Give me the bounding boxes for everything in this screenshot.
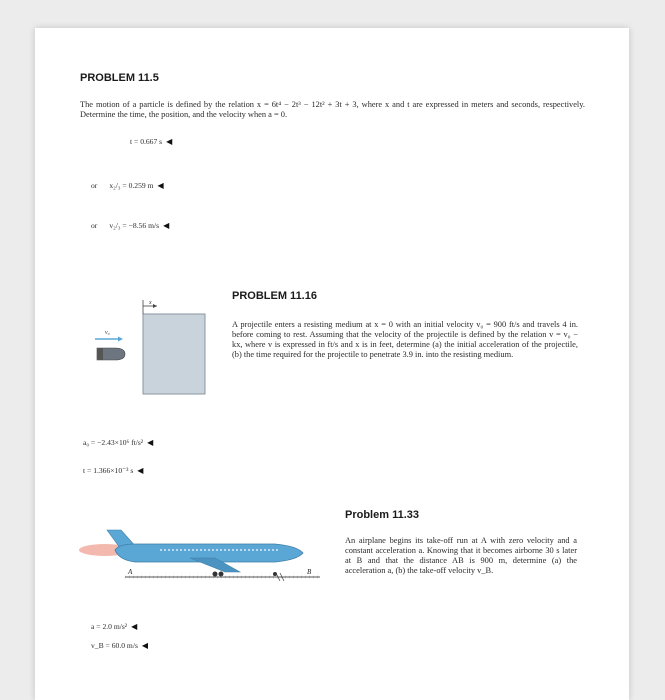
- problem-11-33-title: Problem 11.33: [345, 509, 419, 521]
- answer-acceleration: [91, 622, 137, 631]
- projectile-base: [97, 348, 103, 360]
- velocity-arrowhead: [118, 337, 123, 342]
- problem-11-5-text: The motion of a particle is defined by the relation x = 6t⁴ − 2t³ − 12t² + 3t + 3, where x and t are expressed in meters and seconds, respectively. Determine the time, the position, and the velocity when a = 0.: [80, 100, 585, 119]
- answer-velocity: [91, 221, 169, 230]
- left-triangle-icon: ◀: [137, 466, 144, 475]
- answer-value: v_B = 60.0 m/s: [91, 641, 138, 650]
- x-axis-arrowhead: [153, 304, 157, 308]
- answer-initial-acceleration: [83, 438, 153, 447]
- answer-time-penetration: [83, 466, 143, 475]
- answer-position: [91, 181, 164, 190]
- problem-11-16-text: A projectile enters a resisting medium at x = 0 with an initial velocity v₀ = 900 ft/s and travels 4 in. before coming to rest. Assuming that the velocity of the projectile is defined by the relation v = v₀ − kx, where v is expressed in ft/s and x is in feet, determine (a) the initial acceleration of the projectile, (b) the time required for the projectile to penetrate 3.9 in. into the resisting medium.: [232, 320, 578, 359]
- answer-value: t = 1.366×10⁻³ s: [83, 466, 134, 475]
- x-axis-label: x: [149, 300, 152, 306]
- answer-value: v₂/₃ = −8.56 m/s: [109, 221, 160, 230]
- answer-or-label: or: [91, 181, 98, 190]
- left-triangle-icon: ◀: [147, 438, 154, 447]
- projectile-figure: [85, 296, 225, 426]
- answer-value: a = 2.0 m/s²: [91, 622, 128, 631]
- answer-or-label: or: [91, 221, 98, 230]
- left-triangle-icon: ◀: [163, 221, 170, 230]
- answer-time: [130, 137, 172, 146]
- left-triangle-icon: ◀: [141, 641, 149, 650]
- document-page: [35, 28, 629, 700]
- airplane-figure: [75, 528, 335, 600]
- point-b-label: B: [307, 568, 312, 576]
- velocity-label: v₀: [105, 330, 110, 336]
- answer-value: t = 0.667 s: [130, 137, 163, 146]
- answer-takeoff-velocity: [91, 641, 148, 650]
- problem-11-33-text: An airplane begins its take-off run at A with zero velocity and a constant acceleration a. Knowing that it becomes airborne 30 s later at B and that the distance AB is 900 m, determine (a) the acceleration a, (b) the take-off velocity v_B.: [345, 536, 577, 575]
- answer-value: a₀ = −2.43×10⁶ ft/s²: [83, 438, 144, 447]
- problem-11-5-title: PROBLEM 11.5: [80, 72, 159, 84]
- resisting-medium-block: [143, 314, 205, 394]
- point-a-label: A: [128, 568, 133, 576]
- answer-value: x₂/₃ = 0.259 m: [109, 181, 154, 190]
- left-triangle-icon: ◀: [157, 181, 164, 190]
- left-triangle-icon: ◀: [131, 622, 138, 631]
- problem-11-16-title: PROBLEM 11.16: [232, 290, 317, 302]
- left-triangle-icon: ◀: [166, 137, 173, 146]
